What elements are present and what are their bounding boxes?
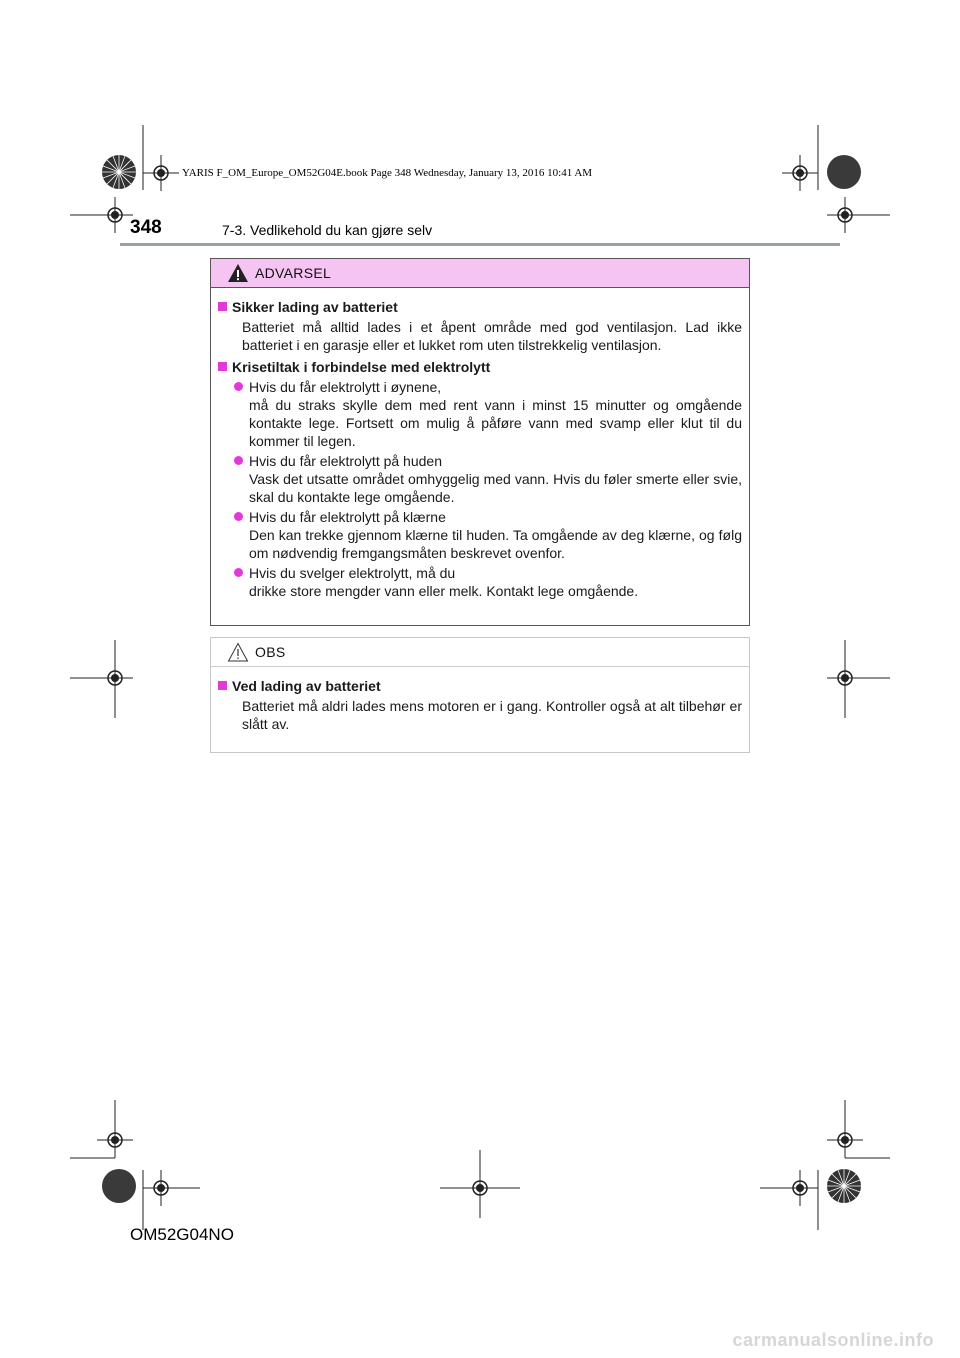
list-item [234, 378, 742, 450]
notice-header [211, 638, 749, 667]
bullet-body: Den kan trekke gjennom klærne til huden. Ta omgående av deg klærne, og følg om nødvendig fremgangsmåten beskrevet ovenfor. [249, 527, 742, 561]
warning-header [211, 259, 749, 288]
book-info-line: YARIS F_OM_Europe_OM52G04E.book Page 348 Wednesday, January 13, 2016 10:41 AM [182, 167, 593, 179]
warning-triangle-outline-icon [227, 642, 249, 662]
list-item [234, 452, 742, 506]
warning-item-heading [218, 298, 742, 316]
notice-label: OBS [255, 644, 286, 660]
bullet-body: må du straks skylle dem med rent vann i minst 15 minutter og omgående kontakte lege. Fortsett om mulig å påføre vann med svamp eller klut til du kommer til legen. [249, 397, 742, 449]
warning-body [211, 288, 749, 600]
bullet-text [249, 378, 742, 450]
warning-box [210, 258, 750, 626]
notice-body [211, 667, 749, 733]
bullet-text [249, 452, 742, 506]
list-item [234, 508, 742, 562]
document-code: OM52G04NO [130, 1225, 234, 1244]
bullet-lead: Hvis du får elektrolytt i øynene, [249, 379, 442, 395]
round-bullet-icon [234, 568, 243, 577]
square-bullet-icon [218, 362, 227, 371]
header-rule [120, 243, 840, 246]
watermark: carmanualsonline.info [732, 1330, 934, 1350]
bullet-lead: Hvis du får elektrolytt på klærne [249, 509, 446, 525]
bullet-text [249, 508, 742, 562]
bullet-body: drikke store mengder vann eller melk. Kontakt lege omgående. [249, 583, 639, 599]
notice-item-heading [218, 677, 742, 695]
bullet-body: Vask det utsatte området omhyggelig med vann. Hvis du føler smerte eller svie, skal du kontakte lege omgående. [249, 471, 742, 505]
square-bullet-icon [218, 681, 227, 690]
warning-triangle-filled-icon [227, 263, 249, 283]
warning-item-heading [218, 358, 742, 376]
section-title: 7-3. Vedlikehold du kan gjøre selv [222, 222, 433, 238]
notice-item-text: Batteriet må aldri lades mens motoren er i gang. Kontroller også at alt tilbehør er slått av. [242, 698, 742, 732]
warning-item-text: Batteriet må alltid lades i et åpent område med god ventilasjon. Lad ikke batteriet i en garasje eller et lukket rom uten tilstrekkelig ventilasjon. [242, 319, 742, 353]
warning-label: ADVARSEL [255, 265, 332, 281]
notice-box [210, 637, 750, 753]
heading-text: Sikker lading av batteriet [232, 299, 398, 315]
round-bullet-icon [234, 512, 243, 521]
list-item [234, 564, 742, 600]
heading-text: Ved lading av batteriet [232, 678, 381, 694]
page-number: 348 [130, 217, 162, 238]
round-bullet-icon [234, 456, 243, 465]
bullet-lead: Hvis du får elektrolytt på huden [249, 453, 442, 469]
square-bullet-icon [218, 302, 227, 311]
heading-text: Krisetiltak i forbindelse med elektrolytt [232, 359, 491, 375]
bullet-lead: Hvis du svelger elektrolytt, må du [249, 565, 456, 581]
bullet-text [249, 564, 742, 600]
round-bullet-icon [234, 382, 243, 391]
